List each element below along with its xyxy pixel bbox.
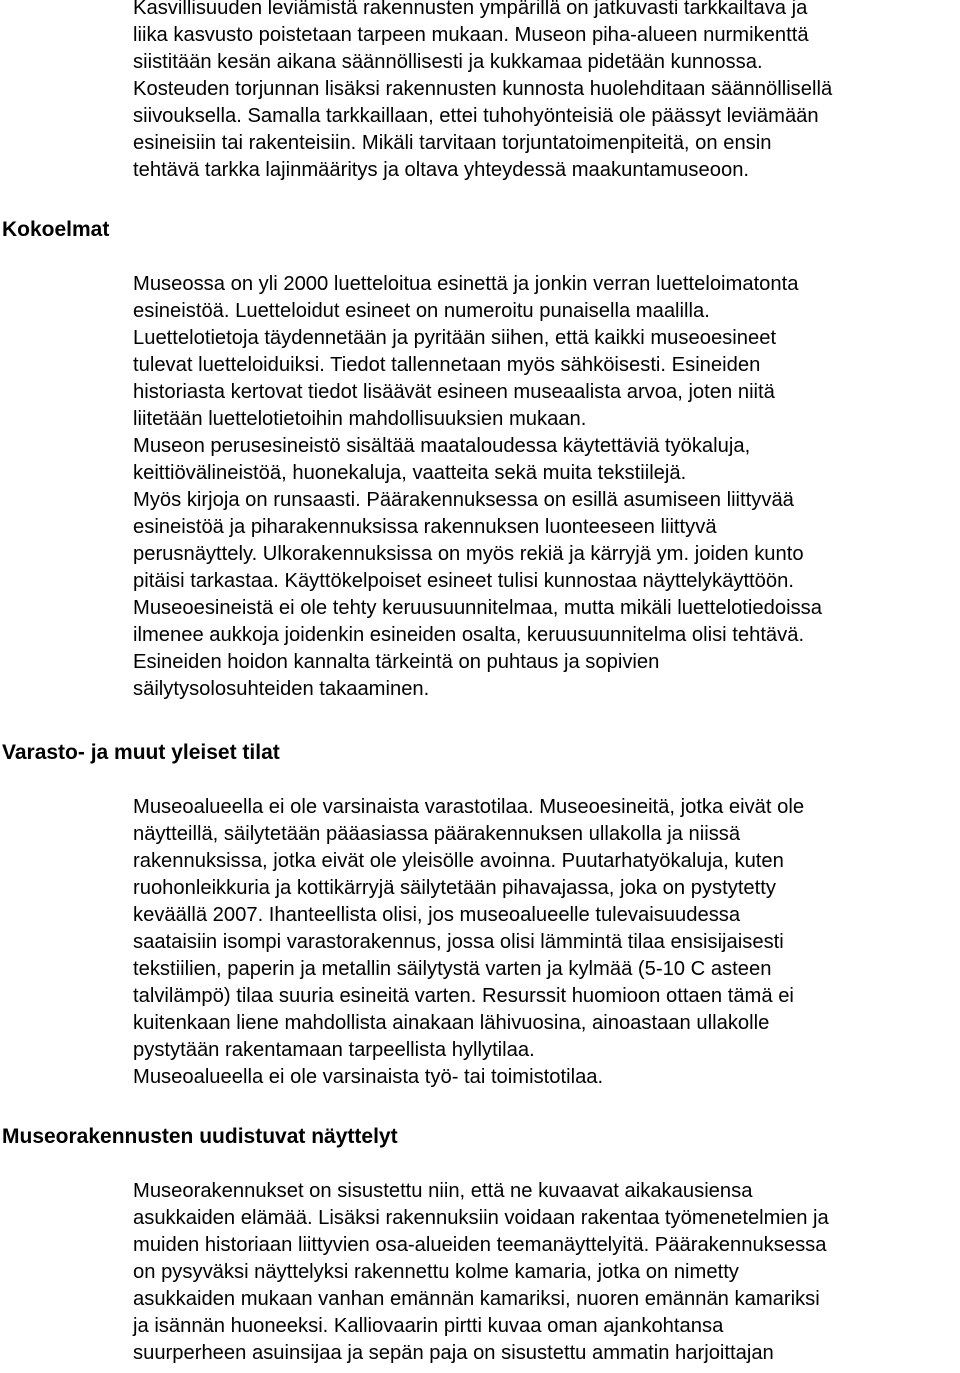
- text-line: Kosteuden torjunnan lisäksi rakennusten kunnosta huolehditaan säännöllisellä: [133, 78, 833, 100]
- text-line: on pysyväksi näyttelyksi rakennettu kolme kamaria, jotka on nimetty: [133, 1261, 739, 1283]
- text-line: Museorakennukset on sisustettu niin, että ne kuvaavat aikakausiensa: [133, 1180, 753, 1202]
- text-line: keväällä 2007. Ihanteellista olisi, jos museoalueelle tulevaisuudessa: [133, 904, 741, 926]
- text-line: asukkaiden elämää. Lisäksi rakennuksiin voidaan rakentaa työmenetelmien ja: [133, 1207, 829, 1229]
- text-line: esineistöä. Luetteloidut esineet on numeroitu punaisella maalilla.: [133, 300, 710, 322]
- nayttelyt-paragraph: [133, 1178, 960, 1367]
- text-line: keittiövälineistöä, huonekaluja, vaatteita sekä muita tekstiilejä.: [133, 462, 687, 484]
- text-line: Museoalueella ei ole varsinaista työ- tai toimistotilaa.: [133, 1066, 604, 1088]
- intro-paragraph: [133, 0, 960, 184]
- nayttelyt-heading: Museorakennusten uudistuvat näyttelyt: [2, 1125, 398, 1148]
- text-line: pystytään rakentamaan tarpeellista hyllytilaa.: [133, 1039, 535, 1061]
- kokoelmat-paragraph: [133, 271, 960, 703]
- text-line: ja isännän huoneeksi. Kalliovaarin pirtti kuvaa oman ajankohtansa: [133, 1315, 724, 1337]
- text-line: saataisiin isompi varastorakennus, jossa olisi lämmintä tilaa ensisijaisesti: [133, 931, 784, 953]
- text-line: esineistöä ja piharakennuksissa rakennuksen luonteeseen liittyvä: [133, 516, 717, 538]
- text-line: suurperheen asuinsijaa ja sepän paja on sisustettu ammatin harjoittajan: [133, 1342, 774, 1364]
- varasto-heading: Varasto- ja muut yleiset tilat: [2, 741, 280, 764]
- varasto-paragraph: [133, 794, 960, 1091]
- text-line: Museossa on yli 2000 luetteloitua esinettä ja jonkin verran luetteloimatonta: [133, 273, 799, 295]
- text-line: perusnäyttely. Ulkorakennuksissa on myös rekiä ja kärryjä ym. joiden kunto: [133, 543, 804, 565]
- kokoelmat-heading: Kokoelmat: [2, 218, 110, 241]
- text-line: historiasta kertovat tiedot lisäävät esineen museaalista arvoa, joten niitä: [133, 381, 775, 403]
- text-line: Kasvillisuuden leviämistä rakennusten ympärillä on jatkuvasti tarkkailtava ja: [133, 0, 808, 19]
- text-line: ilmenee aukkoja joidenkin esineiden osalta, keruusuunnitelma olisi tehtävä.: [133, 624, 805, 646]
- text-line: Museon perusesineistö sisältää maataloudessa käytettäviä työkaluja,: [133, 435, 751, 457]
- text-line: tulevat luetteloiduiksi. Tiedot tallennetaan myös sähköisesti. Esineiden: [133, 354, 761, 376]
- text-line: Myös kirjoja on runsaasti. Päärakennuksessa on esillä asumiseen liittyvää: [133, 489, 794, 511]
- text-line: Museoesineistä ei ole tehty keruusuunnitelmaa, mutta mikäli luettelotiedoissa: [133, 597, 822, 619]
- text-line: tehtävä tarkka lajinmääritys ja oltava yhteydessä maakuntamuseoon.: [133, 159, 750, 181]
- text-line: kuitenkaan liene mahdollista ainakaan lähivuosina, ainoastaan ullakolle: [133, 1012, 770, 1034]
- text-line: Luettelotietoja täydennetään ja pyritään siihen, että kaikki museoesineet: [133, 327, 777, 349]
- text-line: ruohonleikkuria ja kottikärryjä säilytetään pihavajassa, joka on pystytetty: [133, 877, 776, 899]
- text-line: tekstiilien, paperin ja metallin säilytystä varten ja kylmää (5-10 C asteen: [133, 958, 772, 980]
- text-line: siivouksella. Samalla tarkkaillaan, ettei tuhohyönteisiä ole päässyt leviämään: [133, 105, 819, 127]
- text-line: muiden historiaan liittyvien osa-alueiden teemanäyttelyitä. Päärakennuksessa: [133, 1234, 827, 1256]
- text-line: säilytysolosuhteiden takaaminen.: [133, 678, 430, 700]
- text-line: näytteillä, säilytetään pääasiassa päärakennuksen ullakolla ja niissä: [133, 823, 741, 845]
- text-line: liitetään luettelotietoihin mahdollisuuksien mukaan.: [133, 408, 587, 430]
- text-line: liika kasvusto poistetaan tarpeen mukaan. Museon piha-alueen nurmikenttä: [133, 24, 809, 46]
- text-line: asukkaiden mukaan vanhan emännän kamariksi, nuoren emännän kamariksi: [133, 1288, 820, 1310]
- text-line: esineisiin tai rakenteisiin. Mikäli tarvitaan torjuntatoimenpiteitä, on ensin: [133, 132, 772, 154]
- text-line: talvilämpö) tilaa suuria esineitä varten. Resurssit huomioon ottaen tämä ei: [133, 985, 794, 1007]
- text-line: siistitään kesän aikana säännöllisesti ja kukkamaa pidetään kunnossa.: [133, 51, 763, 73]
- text-line: rakennuksissa, jotka eivät ole yleisölle avoinna. Puutarhatyökaluja, kuten: [133, 850, 784, 872]
- text-line: Esineiden hoidon kannalta tärkeintä on puhtaus ja sopivien: [133, 651, 660, 673]
- text-line: pitäisi tarkastaa. Käyttökelpoiset esineet tulisi kunnostaa näyttelykäyttöön.: [133, 570, 794, 592]
- text-line: Museoalueella ei ole varsinaista varastotilaa. Museoesineitä, jotka eivät ole: [133, 796, 805, 818]
